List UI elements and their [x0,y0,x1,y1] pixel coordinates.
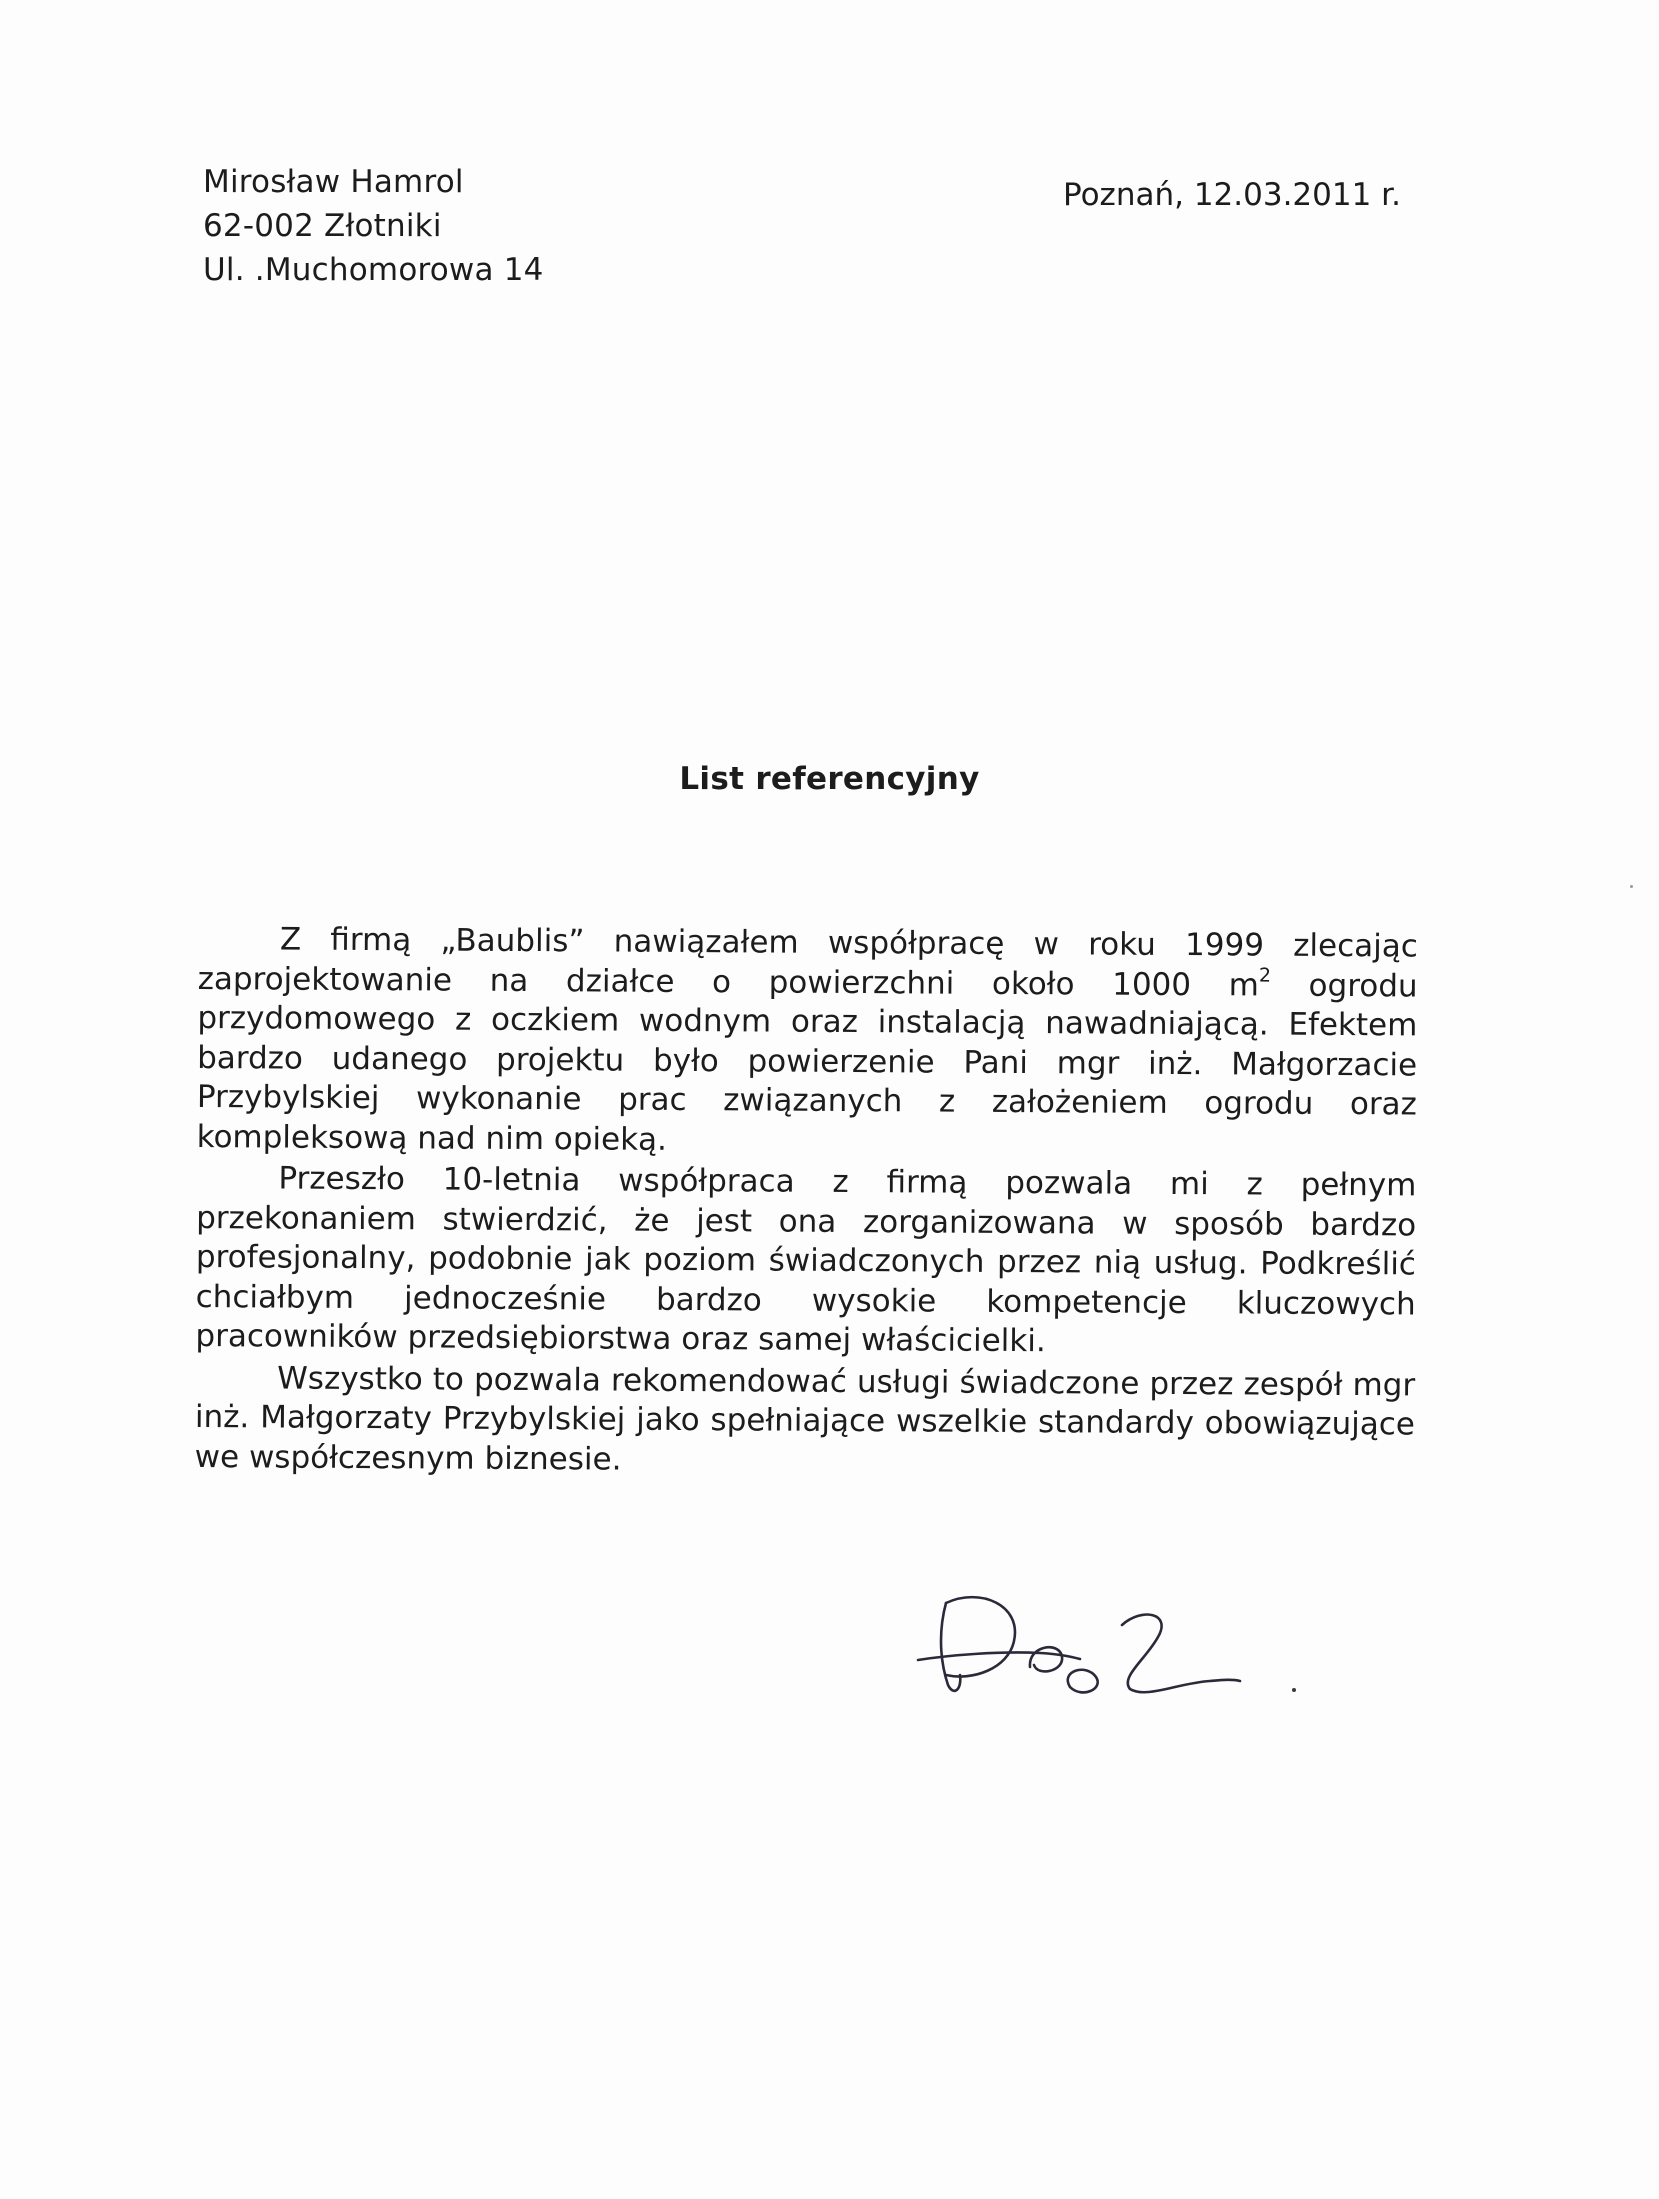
paragraph-3: Wszystko to pozwala rekomendować usługi świadczone przez zespół mgr inż. Małgorzaty Przybylskiej jako spełniające wszelkie standardy obowiązujące we współczesnym biznesie. [194,1359,1416,1478]
paragraph-1-text-b: ogrodu przydomowego z oczkiem wodnym oraz instalacją nawadniającą. Efektem bardzo udanego projektu było powierzenie Pani mgr inż. Małgorzacie Przybylskiej wykonanie prac związanych z założeniem ogrodu oraz kompleksową nad nim opieką. [196,967,1418,1158]
ink-speck [1292,1688,1296,1692]
letter-title: List referencyjny [679,761,980,797]
superscript-2: 2 [1258,963,1272,987]
paragraph-1 [197,920,1418,1164]
sender-address [203,160,544,292]
paragraph-2: Przeszło 10-letnia współpraca z firmą pozwala mi z pełnym przekonaniem stwierdzić, że jest ona zorganizowana w sposób bardzo profesjonalny, podobnie jak poziom świadczonych przez nią usług. Podkreślić chciałbym jednocześnie bardzo wysokie kompetencje kluczowych pracowników przedsiębiorstwa oraz samej właścicielki. [195,1160,1417,1360]
ink-speck [1630,885,1633,888]
letter-body [195,920,1418,1484]
sender-street: Ul. .Muchomorowa 14 [203,252,544,288]
paragraph-1-text-a: Z firmą „Baublis” nawiązałem współpracę w roku 1999 zlecając zaprojektowanie na działce o powierzchni około 1000 m [197,921,1418,1003]
sender-name: Mirosław Hamrol [203,164,464,200]
place-date: Poznań, 12.03.2011 r. [1063,177,1401,213]
sender-postal-city: 62-002 Złotniki [203,208,442,244]
handwritten-signature [910,1585,1250,1715]
